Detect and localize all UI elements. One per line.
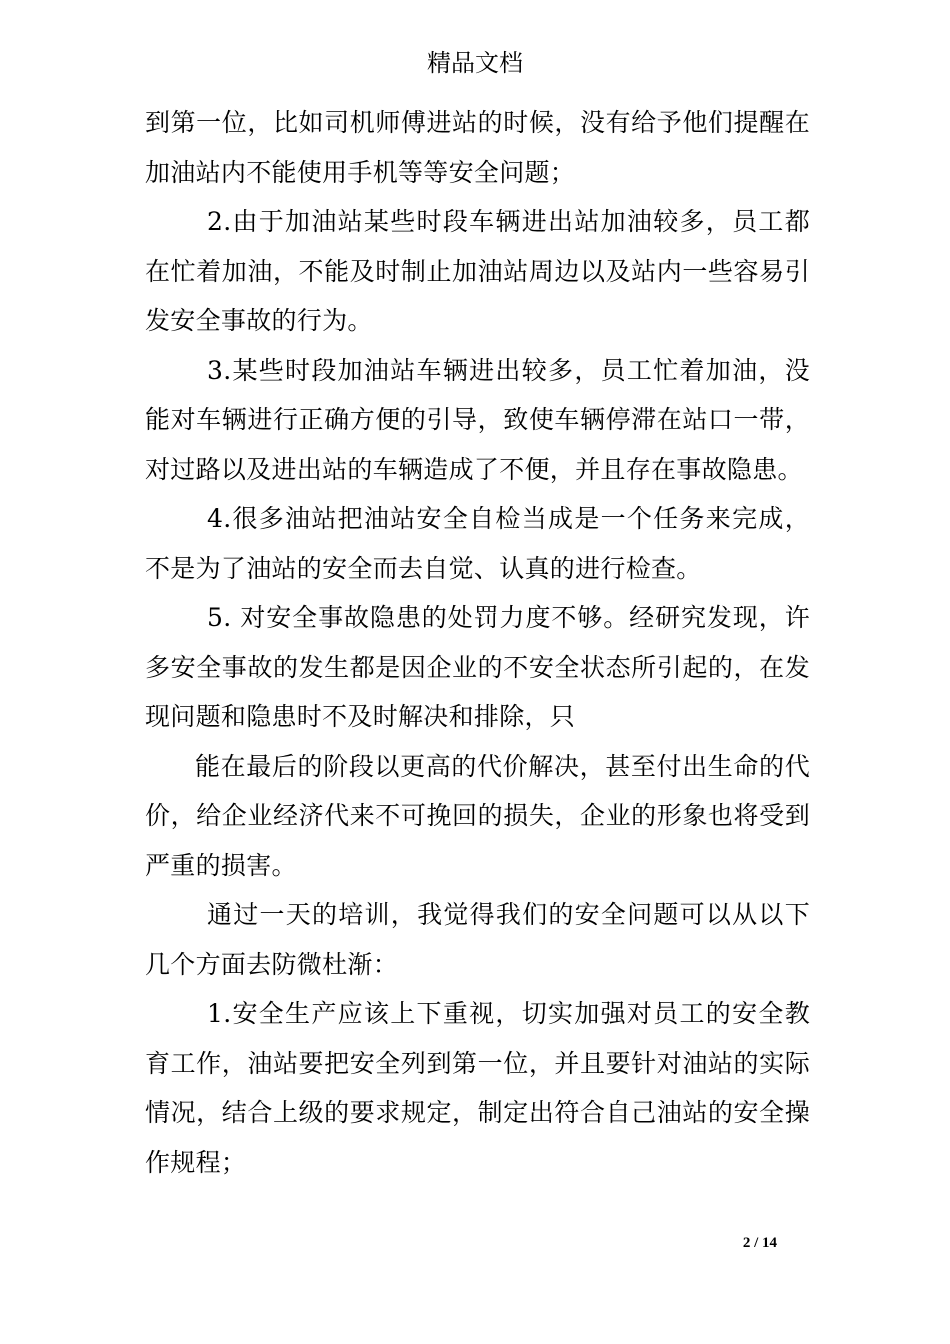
paragraph-item-4: 4.很多油站把油站安全自检当成是一个任务来完成，不是为了油站的安全而去自觉、认真的进行检查。 (145, 504, 810, 583)
paragraph-item-5: 5. 对安全事故隐患的处罚力度不够。经研究发现，许多安全事故的发生都是因企业的不安全状态所引起的，在发现问题和隐患时不及时解决和排除，只 (145, 603, 810, 731)
paragraph-continuation: 到第一位，比如司机师傅进站的时候，没有给予他们提醒在加油站内不能使用手机等等安全问题； (145, 108, 810, 187)
page-header-title: 精品文档 (427, 49, 523, 77)
paragraph-training-intro: 通过一天的培训，我觉得我们的安全问题可以从以下几个方面去防微杜渐： (145, 900, 810, 979)
page-number: 2 / 14 (742, 1235, 777, 1251)
paragraph-item-5-continued: 能在最后的阶段以更高的代价解决，甚至付出生命的代价，给企业经济代来不可挽回的损失，企业的形象也将受到严重的损害。 (145, 751, 810, 880)
paragraph-item-2: 2.由于加油站某些时段车辆进出站加油较多，员工都在忙着加油，不能及时制止加油站周边以及站内一些容易引发安全事故的行为。 (145, 207, 810, 335)
paragraph-measure-1: 1.安全生产应该上下重视，切实加强对员工的安全教育工作，油站要把安全列到第一位，并且要针对油站的实际情况，结合上级的要求规定，制定出符合自己油站的安全操作规程； (145, 999, 810, 1177)
document-body (145, 98, 810, 1187)
paragraph-item-3: 3.某些时段加油站车辆进出较多，员工忙着加油，没能对车辆进行正确方便的引导，致使车辆停滞在站口一带，对过路以及进出站的车辆造成了不便，并且存在事故隐患。 (145, 355, 810, 484)
